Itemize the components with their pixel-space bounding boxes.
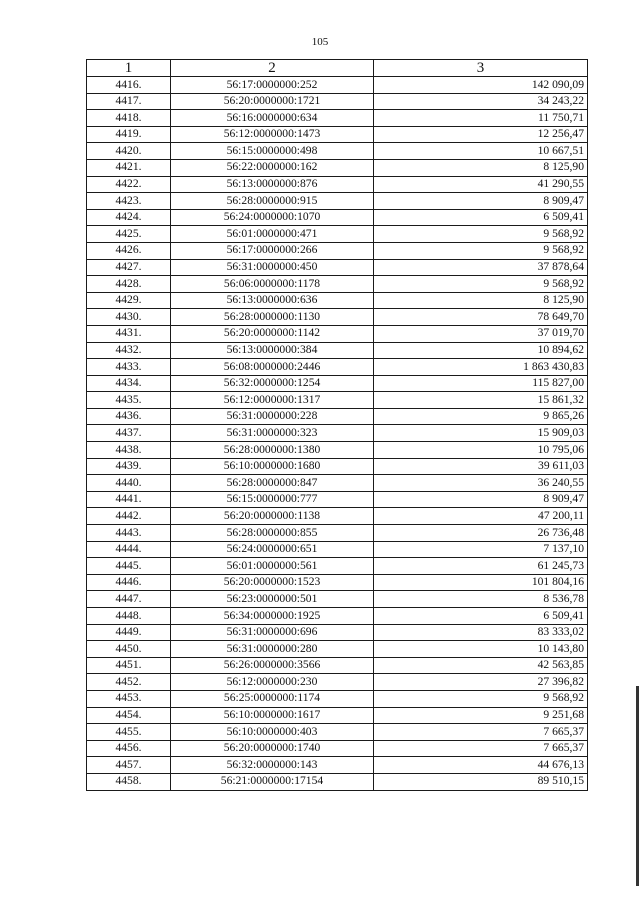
column-header-3: 3 bbox=[374, 60, 588, 77]
row-number-cell: 4439. bbox=[87, 458, 171, 475]
cadastral-table bbox=[86, 59, 588, 791]
cadastral-number-cell: 56:12:0000000:230 bbox=[171, 674, 374, 691]
table-row bbox=[87, 209, 588, 226]
table-row bbox=[87, 690, 588, 707]
table-row bbox=[87, 724, 588, 741]
table-row bbox=[87, 475, 588, 492]
cadastral-number-cell: 56:13:0000000:384 bbox=[171, 342, 374, 359]
row-number-cell: 4453. bbox=[87, 690, 171, 707]
value-cell: 8 909,47 bbox=[374, 193, 588, 210]
row-number-cell: 4450. bbox=[87, 641, 171, 658]
value-cell: 83 333,02 bbox=[374, 624, 588, 641]
value-cell: 8 125,90 bbox=[374, 159, 588, 176]
table-row bbox=[87, 242, 588, 259]
value-cell: 78 649,70 bbox=[374, 309, 588, 326]
table-row bbox=[87, 77, 588, 94]
value-cell: 7 665,37 bbox=[374, 740, 588, 757]
value-cell: 142 090,09 bbox=[374, 77, 588, 94]
cadastral-number-cell: 56:06:0000000:1178 bbox=[171, 276, 374, 293]
row-number-cell: 4438. bbox=[87, 442, 171, 459]
row-number-cell: 4446. bbox=[87, 574, 171, 591]
table-row bbox=[87, 591, 588, 608]
value-cell: 42 563,85 bbox=[374, 657, 588, 674]
row-number-cell: 4449. bbox=[87, 624, 171, 641]
table-row bbox=[87, 375, 588, 392]
cadastral-number-cell: 56:22:0000000:162 bbox=[171, 159, 374, 176]
table-row bbox=[87, 93, 588, 110]
cadastral-number-cell: 56:28:0000000:855 bbox=[171, 525, 374, 542]
cadastral-number-cell: 56:23:0000000:501 bbox=[171, 591, 374, 608]
table-row bbox=[87, 392, 588, 409]
cadastral-number-cell: 56:32:0000000:143 bbox=[171, 757, 374, 774]
row-number-cell: 4456. bbox=[87, 740, 171, 757]
row-number-cell: 4433. bbox=[87, 359, 171, 376]
value-cell: 10 894,62 bbox=[374, 342, 588, 359]
value-cell: 36 240,55 bbox=[374, 475, 588, 492]
row-number-cell: 4420. bbox=[87, 143, 171, 160]
cadastral-number-cell: 56:12:0000000:1473 bbox=[171, 126, 374, 143]
cadastral-number-cell: 56:15:0000000:777 bbox=[171, 491, 374, 508]
cadastral-number-cell: 56:24:0000000:651 bbox=[171, 541, 374, 558]
row-number-cell: 4418. bbox=[87, 110, 171, 127]
row-number-cell: 4428. bbox=[87, 276, 171, 293]
table-row bbox=[87, 292, 588, 309]
cadastral-number-cell: 56:10:0000000:403 bbox=[171, 724, 374, 741]
cadastral-number-cell: 56:10:0000000:1617 bbox=[171, 707, 374, 724]
value-cell: 9 568,92 bbox=[374, 226, 588, 243]
cadastral-number-cell: 56:20:0000000:1142 bbox=[171, 325, 374, 342]
table-row bbox=[87, 325, 588, 342]
cadastral-number-cell: 56:28:0000000:1130 bbox=[171, 309, 374, 326]
table-row bbox=[87, 541, 588, 558]
cadastral-number-cell: 56:12:0000000:1317 bbox=[171, 392, 374, 409]
row-number-cell: 4430. bbox=[87, 309, 171, 326]
value-cell: 8 909,47 bbox=[374, 491, 588, 508]
table-row bbox=[87, 624, 588, 641]
table-row bbox=[87, 574, 588, 591]
value-cell: 47 200,11 bbox=[374, 508, 588, 525]
cadastral-number-cell: 56:10:0000000:1680 bbox=[171, 458, 374, 475]
row-number-cell: 4416. bbox=[87, 77, 171, 94]
row-number-cell: 4434. bbox=[87, 375, 171, 392]
table-row bbox=[87, 707, 588, 724]
cadastral-number-cell: 56:01:0000000:471 bbox=[171, 226, 374, 243]
row-number-cell: 4444. bbox=[87, 541, 171, 558]
row-number-cell: 4426. bbox=[87, 242, 171, 259]
table-row bbox=[87, 126, 588, 143]
value-cell: 26 736,48 bbox=[374, 525, 588, 542]
value-cell: 9 568,92 bbox=[374, 242, 588, 259]
value-cell: 89 510,15 bbox=[374, 773, 588, 790]
cadastral-number-cell: 56:20:0000000:1523 bbox=[171, 574, 374, 591]
cadastral-number-cell: 56:26:0000000:3566 bbox=[171, 657, 374, 674]
table-row bbox=[87, 491, 588, 508]
row-number-cell: 4448. bbox=[87, 608, 171, 625]
row-number-cell: 4455. bbox=[87, 724, 171, 741]
cadastral-number-cell: 56:17:0000000:266 bbox=[171, 242, 374, 259]
table-row bbox=[87, 359, 588, 376]
scan-edge-mark bbox=[636, 686, 639, 886]
table-row bbox=[87, 193, 588, 210]
cadastral-number-cell: 56:01:0000000:561 bbox=[171, 558, 374, 575]
cadastral-number-cell: 56:31:0000000:280 bbox=[171, 641, 374, 658]
cadastral-number-cell: 56:34:0000000:1925 bbox=[171, 608, 374, 625]
row-number-cell: 4419. bbox=[87, 126, 171, 143]
row-number-cell: 4445. bbox=[87, 558, 171, 575]
value-cell: 34 243,22 bbox=[374, 93, 588, 110]
row-number-cell: 4436. bbox=[87, 408, 171, 425]
value-cell: 6 509,41 bbox=[374, 209, 588, 226]
cadastral-number-cell: 56:28:0000000:1380 bbox=[171, 442, 374, 459]
table-row bbox=[87, 773, 588, 790]
table-row bbox=[87, 657, 588, 674]
table-row bbox=[87, 608, 588, 625]
value-cell: 115 827,00 bbox=[374, 375, 588, 392]
row-number-cell: 4425. bbox=[87, 226, 171, 243]
value-cell: 61 245,73 bbox=[374, 558, 588, 575]
cadastral-number-cell: 56:20:0000000:1740 bbox=[171, 740, 374, 757]
cadastral-number-cell: 56:32:0000000:1254 bbox=[171, 375, 374, 392]
row-number-cell: 4422. bbox=[87, 176, 171, 193]
cadastral-number-cell: 56:24:0000000:1070 bbox=[171, 209, 374, 226]
value-cell: 6 509,41 bbox=[374, 608, 588, 625]
table-row bbox=[87, 276, 588, 293]
row-number-cell: 4451. bbox=[87, 657, 171, 674]
table-row bbox=[87, 674, 588, 691]
cadastral-number-cell: 56:31:0000000:323 bbox=[171, 425, 374, 442]
row-number-cell: 4432. bbox=[87, 342, 171, 359]
row-number-cell: 4435. bbox=[87, 392, 171, 409]
cadastral-number-cell: 56:20:0000000:1138 bbox=[171, 508, 374, 525]
row-number-cell: 4457. bbox=[87, 757, 171, 774]
value-cell: 11 750,71 bbox=[374, 110, 588, 127]
cadastral-number-cell: 56:20:0000000:1721 bbox=[171, 93, 374, 110]
value-cell: 39 611,03 bbox=[374, 458, 588, 475]
table-row bbox=[87, 176, 588, 193]
value-cell: 9 568,92 bbox=[374, 690, 588, 707]
value-cell: 15 861,32 bbox=[374, 392, 588, 409]
table-row bbox=[87, 458, 588, 475]
value-cell: 44 676,13 bbox=[374, 757, 588, 774]
table-row bbox=[87, 110, 588, 127]
value-cell: 9 568,92 bbox=[374, 276, 588, 293]
value-cell: 1 863 430,83 bbox=[374, 359, 588, 376]
table-row bbox=[87, 226, 588, 243]
table-row bbox=[87, 143, 588, 160]
value-cell: 10 795,06 bbox=[374, 442, 588, 459]
row-number-cell: 4417. bbox=[87, 93, 171, 110]
cadastral-number-cell: 56:17:0000000:252 bbox=[171, 77, 374, 94]
value-cell: 101 804,16 bbox=[374, 574, 588, 591]
table-row bbox=[87, 442, 588, 459]
value-cell: 15 909,03 bbox=[374, 425, 588, 442]
cadastral-number-cell: 56:28:0000000:847 bbox=[171, 475, 374, 492]
value-cell: 37 019,70 bbox=[374, 325, 588, 342]
row-number-cell: 4437. bbox=[87, 425, 171, 442]
table-header-row bbox=[87, 60, 588, 77]
table-row bbox=[87, 425, 588, 442]
row-number-cell: 4443. bbox=[87, 525, 171, 542]
value-cell: 9 865,26 bbox=[374, 408, 588, 425]
row-number-cell: 4423. bbox=[87, 193, 171, 210]
table-row bbox=[87, 342, 588, 359]
table-row bbox=[87, 508, 588, 525]
page-number: 105 bbox=[311, 36, 329, 48]
table-row bbox=[87, 408, 588, 425]
table-row bbox=[87, 740, 588, 757]
row-number-cell: 4424. bbox=[87, 209, 171, 226]
value-cell: 8 125,90 bbox=[374, 292, 588, 309]
row-number-cell: 4454. bbox=[87, 707, 171, 724]
value-cell: 8 536,78 bbox=[374, 591, 588, 608]
value-cell: 41 290,55 bbox=[374, 176, 588, 193]
cadastral-number-cell: 56:13:0000000:636 bbox=[171, 292, 374, 309]
value-cell: 10 667,51 bbox=[374, 143, 588, 160]
cadastral-number-cell: 56:21:0000000:17154 bbox=[171, 773, 374, 790]
row-number-cell: 4447. bbox=[87, 591, 171, 608]
table-row bbox=[87, 525, 588, 542]
table-row bbox=[87, 159, 588, 176]
cadastral-number-cell: 56:31:0000000:228 bbox=[171, 408, 374, 425]
cadastral-number-cell: 56:25:0000000:1174 bbox=[171, 690, 374, 707]
value-cell: 27 396,82 bbox=[374, 674, 588, 691]
cadastral-number-cell: 56:28:0000000:915 bbox=[171, 193, 374, 210]
row-number-cell: 4440. bbox=[87, 475, 171, 492]
table-row bbox=[87, 558, 588, 575]
column-header-2: 2 bbox=[171, 60, 374, 77]
cadastral-number-cell: 56:31:0000000:696 bbox=[171, 624, 374, 641]
column-header-1: 1 bbox=[87, 60, 171, 77]
table-row bbox=[87, 641, 588, 658]
table-body bbox=[87, 77, 588, 791]
row-number-cell: 4452. bbox=[87, 674, 171, 691]
row-number-cell: 4431. bbox=[87, 325, 171, 342]
cadastral-number-cell: 56:31:0000000:450 bbox=[171, 259, 374, 276]
row-number-cell: 4429. bbox=[87, 292, 171, 309]
row-number-cell: 4421. bbox=[87, 159, 171, 176]
value-cell: 12 256,47 bbox=[374, 126, 588, 143]
value-cell: 7 137,10 bbox=[374, 541, 588, 558]
table-row bbox=[87, 757, 588, 774]
cadastral-number-cell: 56:16:0000000:634 bbox=[171, 110, 374, 127]
cadastral-number-cell: 56:08:0000000:2446 bbox=[171, 359, 374, 376]
table-row bbox=[87, 309, 588, 326]
cadastral-number-cell: 56:13:0000000:876 bbox=[171, 176, 374, 193]
row-number-cell: 4442. bbox=[87, 508, 171, 525]
cadastral-number-cell: 56:15:0000000:498 bbox=[171, 143, 374, 160]
row-number-cell: 4458. bbox=[87, 773, 171, 790]
value-cell: 10 143,80 bbox=[374, 641, 588, 658]
row-number-cell: 4427. bbox=[87, 259, 171, 276]
row-number-cell: 4441. bbox=[87, 491, 171, 508]
value-cell: 7 665,37 bbox=[374, 724, 588, 741]
table-row bbox=[87, 259, 588, 276]
value-cell: 9 251,68 bbox=[374, 707, 588, 724]
value-cell: 37 878,64 bbox=[374, 259, 588, 276]
